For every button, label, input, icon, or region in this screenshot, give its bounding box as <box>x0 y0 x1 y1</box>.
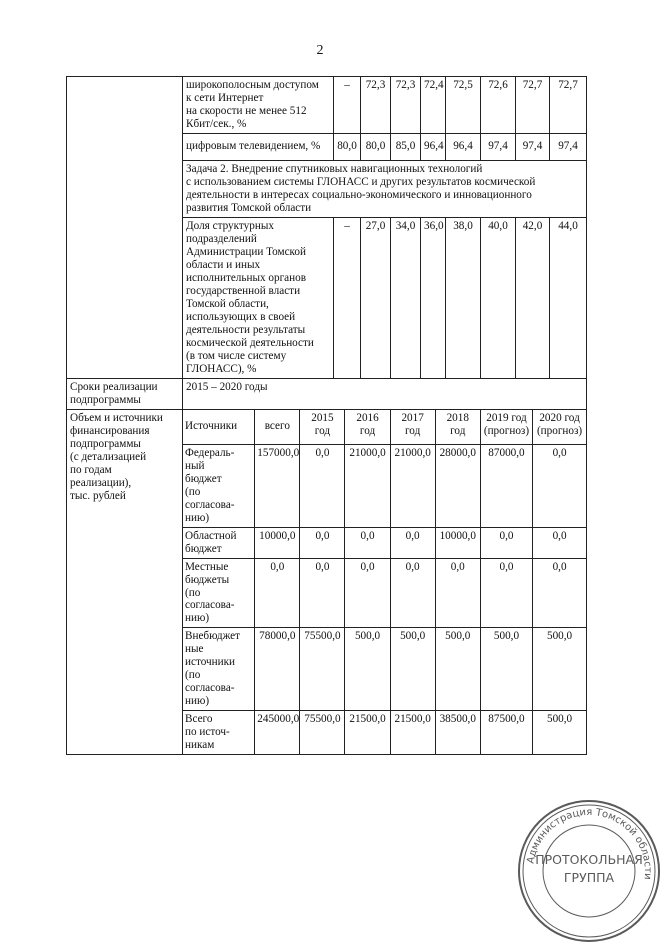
financing-row-local <box>183 558 586 628</box>
indicator-value: – <box>334 77 361 134</box>
header-cell: 2019 год (прогноз) <box>480 410 532 445</box>
timing-label: Сроки реализации подпрограммы <box>67 378 183 409</box>
header-cell: Источники <box>183 410 255 445</box>
amount-cell: 0,0 <box>533 444 586 527</box>
amount-cell: 21000,0 <box>345 444 390 527</box>
indicator-value: 27,0 <box>361 217 391 378</box>
indicator-row-broadband <box>67 77 587 134</box>
source-label: Внебюджет ные источники (по согласова- нию) <box>183 628 255 711</box>
financing-row <box>67 409 587 755</box>
header-cell: 2015 год <box>300 410 345 445</box>
amount-cell: 500,0 <box>480 628 532 711</box>
continued-empty-cell <box>67 77 183 379</box>
indicator-value: 40,0 <box>481 217 516 378</box>
header-cell: 2017 год <box>390 410 435 445</box>
timing-value: 2015 – 2020 годы <box>183 378 587 409</box>
header-cell: всего <box>255 410 300 445</box>
indicator-value: 97,4 <box>481 133 516 160</box>
source-label: Всего по источ- никам <box>183 711 255 754</box>
page-number: 2 <box>316 43 324 58</box>
timing-row <box>67 378 587 409</box>
amount-cell: 500,0 <box>435 628 480 711</box>
amount-cell: 10000,0 <box>435 527 480 558</box>
amount-cell: 0,0 <box>345 527 390 558</box>
indicator-value: 34,0 <box>391 217 421 378</box>
indicator-label: Доля структурных подразделений Администрации Томской области и иных исполнительных органов государственной власти Томской области, использующих в своей деятельности результаты космической деятельности (в том числе систему ГЛОНАСС), % <box>183 217 334 378</box>
amount-cell: 0,0 <box>480 558 532 628</box>
indicator-label: цифровым телевидением, % <box>183 133 334 160</box>
indicator-value: – <box>334 217 361 378</box>
financing-label: Объем и источники финансирования подпрограммы (с детализацией по годам реализации), тыс. рублей <box>67 409 183 755</box>
stamp-ring-text: Администрация Томской области <box>525 806 654 881</box>
passport-table <box>66 76 587 755</box>
amount-cell: 0,0 <box>345 558 390 628</box>
source-label: Местные бюджеты (по согласова- нию) <box>183 558 255 628</box>
amount-cell: 87000,0 <box>480 444 532 527</box>
source-label: Федераль- ный бюджет (по согласова- нию) <box>183 444 255 527</box>
amount-cell: 500,0 <box>390 628 435 711</box>
amount-cell: 10000,0 <box>255 527 300 558</box>
amount-cell: 38500,0 <box>435 711 480 754</box>
indicator-value: 42,0 <box>516 217 550 378</box>
task2-text: Задача 2. Внедрение спутниковых навигационных технологий с использованием системы ГЛОНАСС и других результатов космической деятельности в интересах социально-экономического и инновационного развития Томской области <box>183 160 587 217</box>
amount-cell: 500,0 <box>345 628 390 711</box>
financing-row-extrabudgetary <box>183 628 586 711</box>
header-cell: 2016 год <box>345 410 390 445</box>
amount-cell: 500,0 <box>533 628 586 711</box>
financing-row-total <box>183 711 586 754</box>
indicator-value: 97,4 <box>516 133 550 160</box>
financing-header-row <box>183 410 586 445</box>
amount-cell: 21000,0 <box>390 444 435 527</box>
indicator-value: 96,4 <box>421 133 446 160</box>
indicator-value: 97,4 <box>550 133 587 160</box>
amount-cell: 0,0 <box>435 558 480 628</box>
amount-cell: 75500,0 <box>300 628 345 711</box>
amount-cell: 0,0 <box>300 527 345 558</box>
financing-cell <box>183 409 587 755</box>
indicator-value: 72,7 <box>516 77 550 134</box>
amount-cell: 87500,0 <box>480 711 532 754</box>
amount-cell: 0,0 <box>300 558 345 628</box>
financing-row-federal <box>183 444 586 527</box>
amount-cell: 0,0 <box>300 444 345 527</box>
financing-table <box>183 410 586 755</box>
indicator-value: 72,3 <box>391 77 421 134</box>
financing-row-regional <box>183 527 586 558</box>
amount-cell: 0,0 <box>533 558 586 628</box>
amount-cell: 0,0 <box>533 527 586 558</box>
indicator-value: 72,4 <box>421 77 446 134</box>
indicator-value: 80,0 <box>361 133 391 160</box>
amount-cell: 21500,0 <box>345 711 390 754</box>
amount-cell: 78000,0 <box>255 628 300 711</box>
amount-cell: 21500,0 <box>390 711 435 754</box>
indicator-value: 72,5 <box>446 77 481 134</box>
header-cell: 2018 год <box>435 410 480 445</box>
stamp-center-line-2: ГРУППА <box>563 870 615 885</box>
amount-cell: 0,0 <box>255 558 300 628</box>
stamp-center-line-1: ПРОТОКОЛЬНАЯ <box>535 852 643 867</box>
amount-cell: 157000,0 <box>255 444 300 527</box>
indicator-label: широкополосным доступом к сети Интернет на скорости не менее 512 Кбит/сек., % <box>183 77 334 134</box>
indicator-value: 36,0 <box>421 217 446 378</box>
amount-cell: 0,0 <box>390 527 435 558</box>
indicator-value: 80,0 <box>334 133 361 160</box>
indicator-value: 72,7 <box>550 77 587 134</box>
amount-cell: 75500,0 <box>300 711 345 754</box>
indicator-value: 72,3 <box>361 77 391 134</box>
amount-cell: 28000,0 <box>435 444 480 527</box>
source-label: Областной бюджет <box>183 527 255 558</box>
amount-cell: 0,0 <box>480 527 532 558</box>
amount-cell: 245000,0 <box>255 711 300 754</box>
official-stamp <box>514 796 664 946</box>
indicator-value: 38,0 <box>446 217 481 378</box>
indicator-value: 85,0 <box>391 133 421 160</box>
indicator-value: 96,4 <box>446 133 481 160</box>
header-cell: 2020 год (прогноз) <box>533 410 586 445</box>
amount-cell: 0,0 <box>390 558 435 628</box>
indicator-value: 44,0 <box>550 217 587 378</box>
indicator-value: 72,6 <box>481 77 516 134</box>
amount-cell: 500,0 <box>533 711 586 754</box>
